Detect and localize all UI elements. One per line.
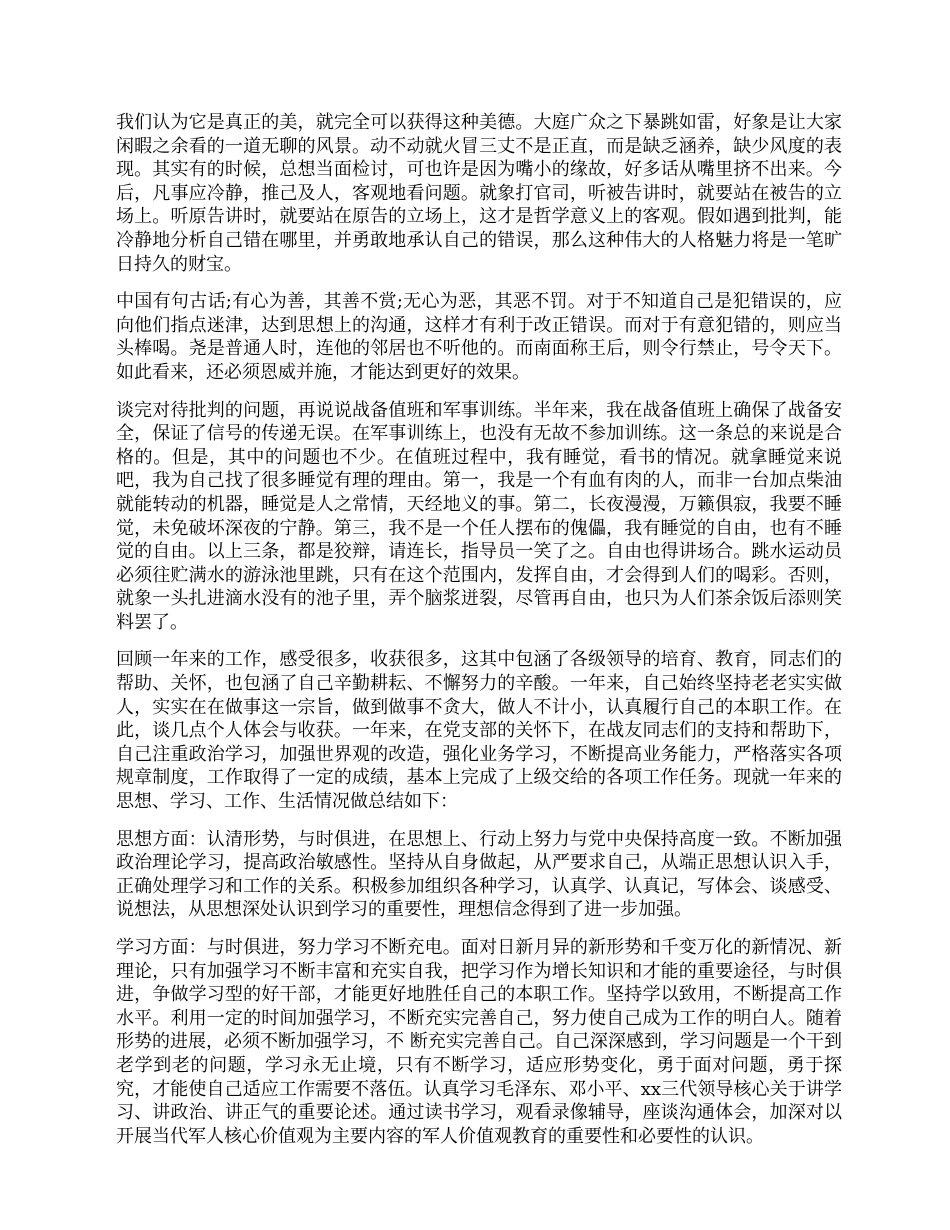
paragraph-6: 学习方面：与时俱进，努力学习不断充电。面对日新月异的新形势和千变万化的新情况、新理论，只有加强学习不断丰富和充实自我，把学习作为增长知识和才能的重要途径，与时俱进，争做学习型的好干部，才能更好地胜任自己的本职工作。坚持学以致用，不断提高工作水平。利用一定的时间加强学习，不断充实完善自己，努力使自己成为工作的明白人。随着形势的进展，必须不断加强学习，不 断充实完善自己。自己深深感到，学习问题是一个干到老学到老的问题，学习永无止境，只有不断学习，适应形势变化，勇于面对问题，勇于探究，才能使自己适应工作需要不落伍。认真学习毛泽东、邓小平、xx三代领导核心关于讲学习、讲政治、讲正气的重要论述。通过读书学习，观看录像辅导，座谈沟通体会，加深对以开展当代军人核心价值观为主要内容的军人价值观教育的重要性和必要性的认识。 [116,937,842,1147]
paragraph-1: 我们认为它是真正的美，就完全可以获得这种美德。大庭广众之下暴跳如雷，好象是让大家闲暇之余看的一道无聊的风景。动不动就火冒三丈不是正直，而是缺乏涵养，缺少风度的表现。其实有的时候，总想当面检讨，可也许是因为嘴小的缘故，好多话从嘴里挤不出来。今后，凡事应冷静，推己及人，客观地看问题。就象打官司，听被告讲时，就要站在被告的立场上。听原告讲时，就要站在原告的立场上，这才是哲学意义上的客观。假如遇到批判，能冷静地分析自己错在哪里，并勇敢地承认自己的错误，那么这种伟大的人格魅力将是一笔旷日持久的财宝。 [116,112,842,275]
paragraph-4: 回顾一年来的工作，感受很多，收获很多，这其中包涵了各级领导的培育、教育，同志们的帮助、关怀，也包涵了自己辛勤耕耘、不懈努力的辛酸。一年来，自己始终坚持老老实实做人，实实在在做事这一宗旨，做到做事不贪大，做人不计小，认真履行自己的本职工作。在此，谈几点个人体会与收获。一年来，在党支部的关怀下，在战友同志们的支持和帮助下，自己注重政治学习，加强世界观的改造，强化业务学习，不断提高业务能力，严格落实各项规章制度，工作取得了一定的成绩，基本上完成了上级交给的各项工作任务。现就一年来的思想、学习、工作、生活情况做总结如下： [116,649,842,813]
paragraph-5: 思想方面：认清形势，与时俱进，在思想上、行动上努力与党中央保持高度一致。不断加强政治理论学习，提高政治敏感性。坚持从自身做起，从严要求自己，从端正思想认识入手，正确处理学习和工作的关系。积极参加组织各种学习，认真学、认真记，写体会、谈感受、说想法，从思想深处认识到学习的重要性，理想信念得到了进一步加强。 [116,828,842,921]
paragraph-2: 中国有句古话;有心为善，其善不赏;无心为恶，其恶不罚。对于不知道自己是犯错误的，应向他们指点迷津，达到思想上的沟通，这样才有利于改正错误。而对于有意犯错的，则应当头棒喝。尧是普通人时，连他的邻居也不听他的。而南面称王后，则令行禁止，号令天下。如此看来，还必须恩威并施，才能达到更好的效果。 [116,291,842,383]
document-body [116,111,842,1148]
paragraph-3: 谈完对待批判的问题，再说说战备值班和军事训练。半年来，我在战备值班上确保了战备安全，保证了信号的传递无误。在军事训练上，也没有无故不参加训练。这一条总的来说是合格的。但是，其中的问题也不少。在值班过程中，我有睡觉，看书的情况。就拿睡觉来说吧，我为自己找了很多睡觉有理的理由。第一，我是一个有血有肉的人，而非一台加点柴油就能转动的机器，睡觉是人之常情，天经地义的事。第二，长夜漫漫，万籁俱寂，我要不睡觉，未免破坏深夜的宁静。第三，我不是一个任人摆布的傀儡，我有睡觉的自由，也有不睡觉的自由。以上三条，都是狡辩，请连长，指导员一笑了之。自由也得讲场合。跳水运动员必须往贮满水的游泳池里跳，只有在这个范围内，发挥自由，才会得到人们的喝彩。否则，就象一头扎进滴水没有的池子里，弄个脑浆迸裂，尽管再自由，也只为人们茶余饭后添则笑料罢了。 [116,399,842,633]
